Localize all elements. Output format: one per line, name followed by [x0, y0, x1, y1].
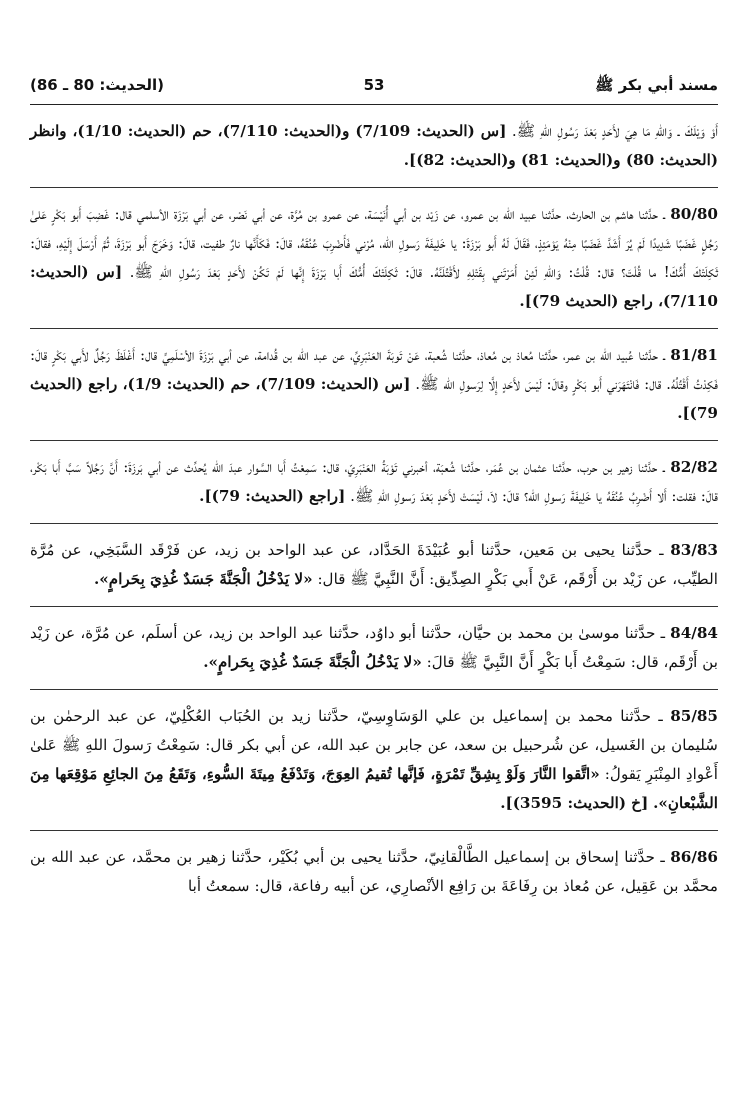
hadith-range: (الحديث: 80 ـ 86) — [30, 76, 165, 94]
continuation-refs: [س (الحديث: 7/109) و(الحديث: 7/110)، حم (الحديث: 1/10)، وانظر (الحديث: 80) و(الحديث: 81) و(الحديث: 82)]. — [30, 122, 718, 169]
hadith-82 — [30, 453, 718, 511]
document-page — [30, 70, 718, 913]
hadith-refs: [س (الحديث: 7/110)، راجع (الحديث 79)]. — [30, 263, 718, 310]
running-header — [30, 70, 718, 105]
divider — [30, 523, 718, 524]
divider — [30, 440, 718, 441]
hadith-quote: «لا يَدْخُلُ الْجَنَّةَ جَسَدٌ غُذِيَ بِحَرامٍ». — [203, 653, 422, 671]
divider — [30, 689, 718, 690]
hadith-refs: [س (الحديث: 7/109)، حم (الحديث: 1/9)، راجع (الحديث 79)]. — [30, 375, 718, 422]
book-title: مسند أبي بكر ﷺ — [595, 76, 718, 94]
hadith-refs: [راجع (الحديث: 79)]. — [199, 487, 346, 505]
hadith-81 — [30, 341, 718, 428]
hadith-number: 80/80 — [670, 205, 719, 223]
hadith-number: 85/85 — [670, 707, 719, 725]
hadith-number: 83/83 — [670, 541, 719, 559]
divider — [30, 328, 718, 329]
hadith-text: ـ حدَّثنا محمد بن إسماعيل بن علي الوَسَاوِسِيّ، حدَّثنا زيد بن الحُبَاب العُكْلِيّ، عن عبد الرحمٰن بن سُليمان بن الغَسيل، عن شُرحبيل بن سعد، عن جابر بن عبد الله، عن أبي بكر قال: سَمِعْتُ رَسولَ اللهِ ﷺ عَلىٰ أَعْوادِ المِنْبَرِ يَقولُ: — [30, 707, 719, 783]
hadith-quote: «لا يَدْخُلُ الْجَنَّةَ جَسَدٌ غُذِيَ بِحَرامٍ». — [94, 570, 313, 588]
hadith-number: 84/84 — [670, 624, 718, 642]
page-number: 53 — [363, 76, 385, 94]
page-content — [30, 117, 718, 901]
divider — [30, 606, 718, 607]
hadith-quote: «اتَّقوا النَّارَ وَلَوْ بِشِقِّ تَمْرَةٍ، فَإنَّها تُقيمُ العِوَجَ، وَتَدْفَعُ مِيتَةَ السُّوءِ، وَتَقَعُ مِنَ الجائِعِ مَوْقِعَها مِنَ الشَّبْعانِ». — [30, 765, 718, 812]
hadith-number: 81/81 — [670, 346, 719, 364]
divider — [30, 187, 718, 188]
continuation-text: أَوْ وَيْلَكَ ـ وَاللهِ مَا هِيَ لأَحَدٍ بَعْدَ رَسُولِ اللهِ ﷺ. — [511, 122, 718, 140]
hadith-80 — [30, 200, 718, 316]
divider — [30, 830, 718, 831]
hadith-text: ـ حدَّثنا يحيى بن مَعين، حدَّثنا أبو عُبَيْدَةَ الحَدَّاد، عن عبد الواحد بن زيد، عن فَرْقَد السَّبَخِي، عن مُرَّة الطيِّب، عن زَيْد بن أَرْقَم، عَنْ أَبي بَكْرٍ الصِدِّيق: أَنَّ النَّبِيَّ ﷺ قال: — [30, 541, 718, 588]
continuation-paragraph — [30, 117, 718, 175]
hadith-83 — [30, 536, 718, 594]
hadith-text: ـ حدَّثنا عُبيد الله بن عمر، حدَّثنا مُعاذ بن مُعاذ، حدَّثنا شُعبة، عَنْ تَوبَةَ العَنْبَرِيِّ، عن عبد الله بن قُدامة، عن أبي بَرْزَةَ الأسْلَمِيِّ قال: أَغْلَظَ رَجُلٌ لأَبي بَكْرٍ قالَ: فَكِدْتُ أَقْتُلُهُ. قال: فَانْتَهَرَني أَبو بَكْرٍ وقالَ: لَيْسَ لأَحَدٍ إِلَّا لِرَسولِ الله ﷺ. — [30, 346, 719, 393]
hadith-84 — [30, 619, 718, 677]
hadith-text: ـ حدَّثنا إسحاق بن إسماعيل الطَّالْقانِيّ، حدَّثنا يحيى بن أبي بُكَيْر، حدَّثنا زهير بن محمَّد، عن عبد الله بن محمَّد بن عَقِيل، عن مُعاذ بن رِفَاعَةَ بن رَافِع الأنْصارِي، عن أبيه رفاعة، قال: سمعتُ أبا — [30, 848, 718, 895]
hadith-text: ـ حدَّثنا موسىٰ بن محمد بن حيَّان، حدَّثنا أبو داوُد، حدَّثنا عبد الواحد بن زيد، عن أسلَم، عن مُرَّة، عن زَيْد بن أَرْقَم، قال: سَمِعْتُ أَبا بَكْرٍ أَنَّ النَّبِيَّ ﷺ قالَ: — [30, 624, 718, 671]
hadith-text: ـ حدَّثنا هاشم بن الحارث، حدَّثنا عبيد الله بن عمرو، عن زَيْد بن أبي أُنَيْسَة، عن عمرو بن مُرَّة، عن أبي نَصْر، عن أبي بَرْزَة الأسلمي قال: غَضِبَ أَبو بَكْرٍ عَلىٰ رَجُلٍ غَضَبًا شَدِيدًا لَمْ يُرَ أَشَدَّ غَضَبًا مِنْهُ يَوْمَئِذٍ، فَقَالَ لَهُ أَبو بَرْزَةَ: يا خَلِيفَةَ رَسولِ الله، مُرْني فَأَضْرِبَ عُنُقَهُ، قالَ: فَكَأَنَّها نارٌ طفيت، قالَ: وَخَرَجَ أَبو بَرْزَةَ، ثُمَّ أَرْسَلَ إِلَيْهِ، فقالَ: ثَكِلَتْكَ أُمُّكَ! ما قُلْتَ؟ قال: قُلْتُ: وَاللهِ لَئِنْ أَمَرْتَني بِقَتْلِهِ لأَقْتُلَنَّهُ. قالَ: ثَكِلَتْكَ أُمُّكَ أَبا بَرْزَةَ إِنَّها لَمْ تَكُنْ لأَحَدٍ بَعْدَ رَسُولِ اللهِ ﷺ. — [30, 205, 719, 281]
hadith-refs: [خ (الحديث: 3595)]. — [500, 794, 649, 812]
hadith-number: 86/86 — [670, 848, 719, 866]
hadith-text: ـ حدَّثنا زهير بن حرب، حدَّثنا عثمان بن عُمَر، حدَّثنا شُعبَة، أخبرني تَوْبَةُ العَنْبَرِيّ، قال: سَمِعْتُ أَبا السَّوار عبدَ الله يُحدِّث عن أبي بَرزَةَ: أَنَّ رَجُلاً سَبَّ أَبا بَكْر، قالَ: فقلت: أَلا أَضْرِبُ عُنُقَهُ يا خَلِيفَةَ رَسولِ الله؟ قالَ: لاَ، لَيْسَتْ لأَحَدٍ بَعْدَ رَسولِ اللهِ ﷺ. — [30, 458, 718, 505]
hadith-85 — [30, 702, 718, 818]
hadith-number: 82/82 — [670, 458, 719, 476]
hadith-86 — [30, 843, 718, 901]
